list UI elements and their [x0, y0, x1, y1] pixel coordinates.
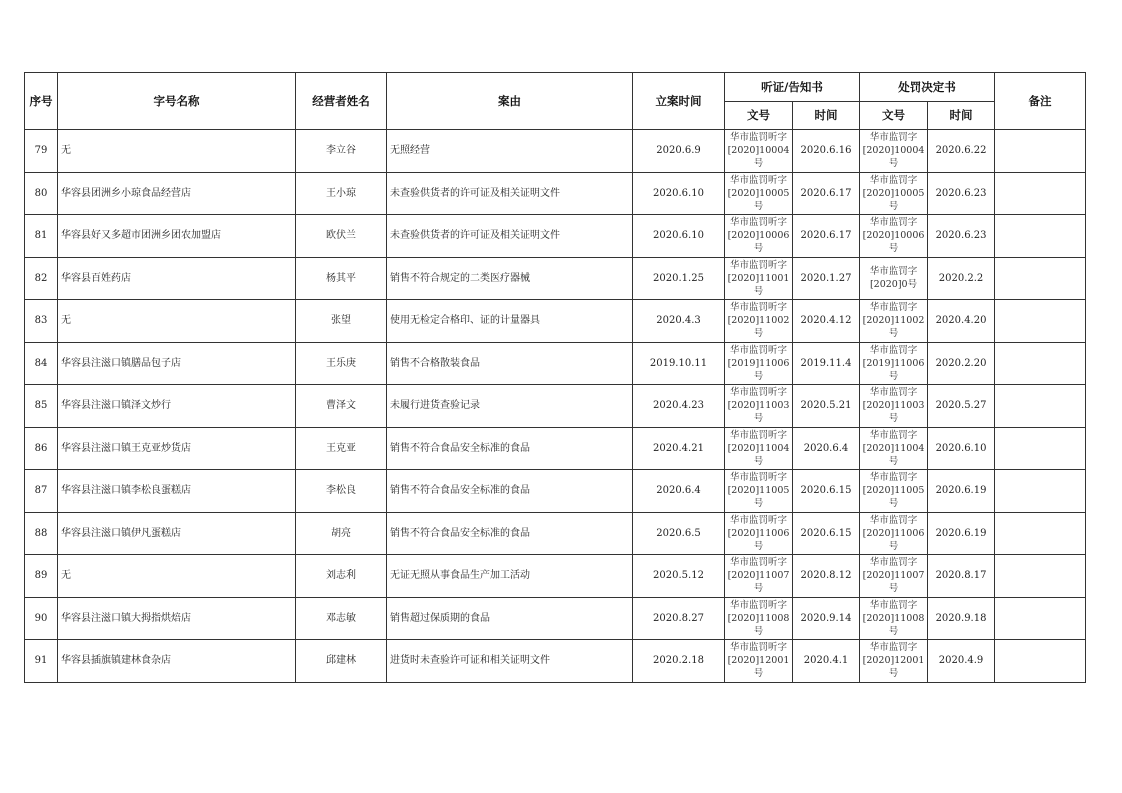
cell-filing-date: 2020.6.10 — [633, 215, 725, 258]
header-shop-name: 字号名称 — [58, 73, 296, 130]
cell-shop-name: 华容县注滋口镇王克亚炒货店 — [58, 427, 296, 470]
cell-shop-name: 华容县团洲乡小琼食品经营店 — [58, 172, 296, 215]
cell-index: 87 — [25, 470, 58, 513]
header-index: 序号 — [25, 73, 58, 130]
header-case-reason: 案由 — [387, 73, 633, 130]
cell-decision-doc-no: 华市监罚字 [2019]11006号 — [860, 342, 928, 385]
table-body — [25, 130, 1086, 683]
header-notice-doc-no: 文号 — [725, 102, 793, 130]
cell-notice-time: 2020.4.12 — [793, 300, 860, 343]
cell-notice-time: 2020.1.27 — [793, 257, 860, 300]
table-row — [25, 555, 1086, 598]
cell-notice-doc-no: 华市监罚听字 [2020]11008号 — [725, 597, 793, 640]
cell-filing-date: 2020.6.9 — [633, 130, 725, 173]
cell-operator: 李松良 — [296, 470, 387, 513]
cell-filing-date: 2020.8.27 — [633, 597, 725, 640]
cell-case-reason: 无证无照从事食品生产加工活动 — [387, 555, 633, 598]
cell-notice-time: 2019.11.4 — [793, 342, 860, 385]
cell-notice-doc-no: 华市监罚听字 [2020]11002号 — [725, 300, 793, 343]
cell-notice-doc-no: 华市监罚听字 [2020]10006号 — [725, 215, 793, 258]
cell-notice-doc-no: 华市监罚听字 [2020]11005号 — [725, 470, 793, 513]
cell-index: 80 — [25, 172, 58, 215]
table-row — [25, 597, 1086, 640]
cell-index: 88 — [25, 512, 58, 555]
cell-decision-doc-no: 华市监罚字 [2020]11006号 — [860, 512, 928, 555]
cell-shop-name: 华容县插旗镇建林食杂店 — [58, 640, 296, 683]
table-row — [25, 257, 1086, 300]
header-filing-date: 立案时间 — [633, 73, 725, 130]
cell-notice-doc-no: 华市监罚听字 [2020]11007号 — [725, 555, 793, 598]
cell-filing-date: 2020.6.5 — [633, 512, 725, 555]
cell-operator: 邓志敏 — [296, 597, 387, 640]
cell-decision-time: 2020.6.23 — [928, 172, 995, 215]
cell-remarks — [995, 342, 1086, 385]
cell-remarks — [995, 427, 1086, 470]
cell-shop-name: 无 — [58, 130, 296, 173]
table-row — [25, 215, 1086, 258]
cell-remarks — [995, 215, 1086, 258]
cell-remarks — [995, 130, 1086, 173]
cell-notice-time: 2020.6.15 — [793, 512, 860, 555]
header-notice-time: 时间 — [793, 102, 860, 130]
cell-filing-date: 2019.10.11 — [633, 342, 725, 385]
cell-decision-doc-no: 华市监罚字 [2020]10004号 — [860, 130, 928, 173]
cell-decision-doc-no: 华市监罚字 [2020]11008号 — [860, 597, 928, 640]
cell-notice-time: 2020.8.12 — [793, 555, 860, 598]
cell-index: 84 — [25, 342, 58, 385]
cell-decision-time: 2020.5.27 — [928, 385, 995, 428]
table-row — [25, 172, 1086, 215]
cell-index: 82 — [25, 257, 58, 300]
table-row — [25, 300, 1086, 343]
cell-operator: 胡亮 — [296, 512, 387, 555]
cell-operator: 刘志利 — [296, 555, 387, 598]
cell-decision-time: 2020.4.9 — [928, 640, 995, 683]
cell-decision-doc-no: 华市监罚字 [2020]10006号 — [860, 215, 928, 258]
cell-remarks — [995, 300, 1086, 343]
cell-notice-doc-no: 华市监罚听字 [2020]11004号 — [725, 427, 793, 470]
cell-notice-doc-no: 华市监罚听字 [2020]11001号 — [725, 257, 793, 300]
cell-shop-name: 无 — [58, 300, 296, 343]
cell-notice-time: 2020.6.16 — [793, 130, 860, 173]
table-row — [25, 342, 1086, 385]
cell-decision-time: 2020.6.23 — [928, 215, 995, 258]
cell-filing-date: 2020.6.4 — [633, 470, 725, 513]
header-hearing-notice: 听证/告知书 — [725, 73, 860, 102]
cell-shop-name: 华容县注滋口镇大拇指烘焙店 — [58, 597, 296, 640]
header-operator: 经营者姓名 — [296, 73, 387, 130]
cell-case-reason: 销售不符合食品安全标准的食品 — [387, 427, 633, 470]
cell-case-reason: 使用无检定合格印、证的计量器具 — [387, 300, 633, 343]
cell-notice-time: 2020.4.1 — [793, 640, 860, 683]
cell-operator: 欧伏兰 — [296, 215, 387, 258]
cell-case-reason: 销售不符合食品安全标准的食品 — [387, 512, 633, 555]
cell-decision-doc-no: 华市监罚字 [2020]11002号 — [860, 300, 928, 343]
cell-case-reason: 未查验供货者的许可证及相关证明文件 — [387, 172, 633, 215]
cell-shop-name: 华容县注滋口镇膳品包子店 — [58, 342, 296, 385]
cell-filing-date: 2020.1.25 — [633, 257, 725, 300]
cell-shop-name: 华容县好又多超市团洲乡团农加盟店 — [58, 215, 296, 258]
header-penalty-decision: 处罚决定书 — [860, 73, 995, 102]
cell-notice-time: 2020.6.17 — [793, 172, 860, 215]
cell-index: 85 — [25, 385, 58, 428]
header-decision-time: 时间 — [928, 102, 995, 130]
cell-index: 79 — [25, 130, 58, 173]
cell-filing-date: 2020.2.18 — [633, 640, 725, 683]
cell-decision-time: 2020.6.22 — [928, 130, 995, 173]
table-row — [25, 427, 1086, 470]
cell-notice-doc-no: 华市监罚听字 [2020]10005号 — [725, 172, 793, 215]
cell-decision-doc-no: 华市监罚字 [2020]11004号 — [860, 427, 928, 470]
cell-decision-time: 2020.6.10 — [928, 427, 995, 470]
cell-decision-doc-no: 华市监罚字 [2020]12001号 — [860, 640, 928, 683]
cell-case-reason: 未履行进货查验记录 — [387, 385, 633, 428]
cell-notice-doc-no: 华市监罚听字 [2019]11006号 — [725, 342, 793, 385]
cell-index: 90 — [25, 597, 58, 640]
cell-remarks — [995, 597, 1086, 640]
cell-decision-time: 2020.4.20 — [928, 300, 995, 343]
table-row — [25, 512, 1086, 555]
cell-remarks — [995, 640, 1086, 683]
cell-case-reason: 无照经营 — [387, 130, 633, 173]
cell-filing-date: 2020.4.21 — [633, 427, 725, 470]
cell-notice-time: 2020.5.21 — [793, 385, 860, 428]
cell-case-reason: 销售超过保质期的食品 — [387, 597, 633, 640]
cell-decision-time: 2020.9.18 — [928, 597, 995, 640]
cell-operator: 王小琼 — [296, 172, 387, 215]
cell-shop-name: 华容县注滋口镇泽文炒行 — [58, 385, 296, 428]
cell-operator: 张望 — [296, 300, 387, 343]
cell-operator: 邱建林 — [296, 640, 387, 683]
table-row — [25, 640, 1086, 683]
cell-filing-date: 2020.6.10 — [633, 172, 725, 215]
cell-index: 86 — [25, 427, 58, 470]
cell-remarks — [995, 257, 1086, 300]
cell-operator: 杨其平 — [296, 257, 387, 300]
cell-case-reason: 销售不符合食品安全标准的食品 — [387, 470, 633, 513]
cell-remarks — [995, 385, 1086, 428]
cell-operator: 王乐庚 — [296, 342, 387, 385]
cell-remarks — [995, 512, 1086, 555]
cell-notice-time: 2020.9.14 — [793, 597, 860, 640]
cell-case-reason: 销售不合格散装食品 — [387, 342, 633, 385]
cell-filing-date: 2020.5.12 — [633, 555, 725, 598]
cell-notice-doc-no: 华市监罚听字 [2020]11006号 — [725, 512, 793, 555]
cell-remarks — [995, 172, 1086, 215]
cell-operator: 曹泽文 — [296, 385, 387, 428]
cell-shop-name: 华容县百姓药店 — [58, 257, 296, 300]
cell-decision-doc-no: 华市监罚字 [2020]0号 — [860, 257, 928, 300]
cell-index: 89 — [25, 555, 58, 598]
cell-index: 81 — [25, 215, 58, 258]
cell-shop-name: 无 — [58, 555, 296, 598]
cell-shop-name: 华容县注滋口镇伊凡蛋糕店 — [58, 512, 296, 555]
cell-shop-name: 华容县注滋口镇李松良蛋糕店 — [58, 470, 296, 513]
cell-decision-time: 2020.2.20 — [928, 342, 995, 385]
cell-decision-doc-no: 华市监罚字 [2020]11005号 — [860, 470, 928, 513]
penalty-records-table — [24, 72, 1086, 683]
cell-decision-time: 2020.2.2 — [928, 257, 995, 300]
cell-decision-doc-no: 华市监罚字 [2020]10005号 — [860, 172, 928, 215]
cell-operator: 王克亚 — [296, 427, 387, 470]
cell-decision-time: 2020.8.17 — [928, 555, 995, 598]
cell-case-reason: 未查验供货者的许可证及相关证明文件 — [387, 215, 633, 258]
cell-notice-doc-no: 华市监罚听字 [2020]10004号 — [725, 130, 793, 173]
cell-decision-time: 2020.6.19 — [928, 512, 995, 555]
cell-operator: 李立谷 — [296, 130, 387, 173]
cell-decision-doc-no: 华市监罚字 [2020]11007号 — [860, 555, 928, 598]
cell-filing-date: 2020.4.3 — [633, 300, 725, 343]
table-row — [25, 385, 1086, 428]
cell-notice-doc-no: 华市监罚听字 [2020]11003号 — [725, 385, 793, 428]
cell-remarks — [995, 555, 1086, 598]
header-remarks: 备注 — [995, 73, 1086, 130]
cell-case-reason: 进货时未查验许可证和相关证明文件 — [387, 640, 633, 683]
cell-index: 83 — [25, 300, 58, 343]
cell-notice-time: 2020.6.17 — [793, 215, 860, 258]
cell-filing-date: 2020.4.23 — [633, 385, 725, 428]
table-row — [25, 470, 1086, 513]
header-decision-doc-no: 文号 — [860, 102, 928, 130]
cell-notice-doc-no: 华市监罚听字 [2020]12001号 — [725, 640, 793, 683]
cell-notice-time: 2020.6.15 — [793, 470, 860, 513]
cell-decision-doc-no: 华市监罚字 [2020]11003号 — [860, 385, 928, 428]
cell-case-reason: 销售不符合规定的二类医疗器械 — [387, 257, 633, 300]
cell-notice-time: 2020.6.4 — [793, 427, 860, 470]
table-row — [25, 130, 1086, 173]
cell-remarks — [995, 470, 1086, 513]
cell-index: 91 — [25, 640, 58, 683]
cell-decision-time: 2020.6.19 — [928, 470, 995, 513]
